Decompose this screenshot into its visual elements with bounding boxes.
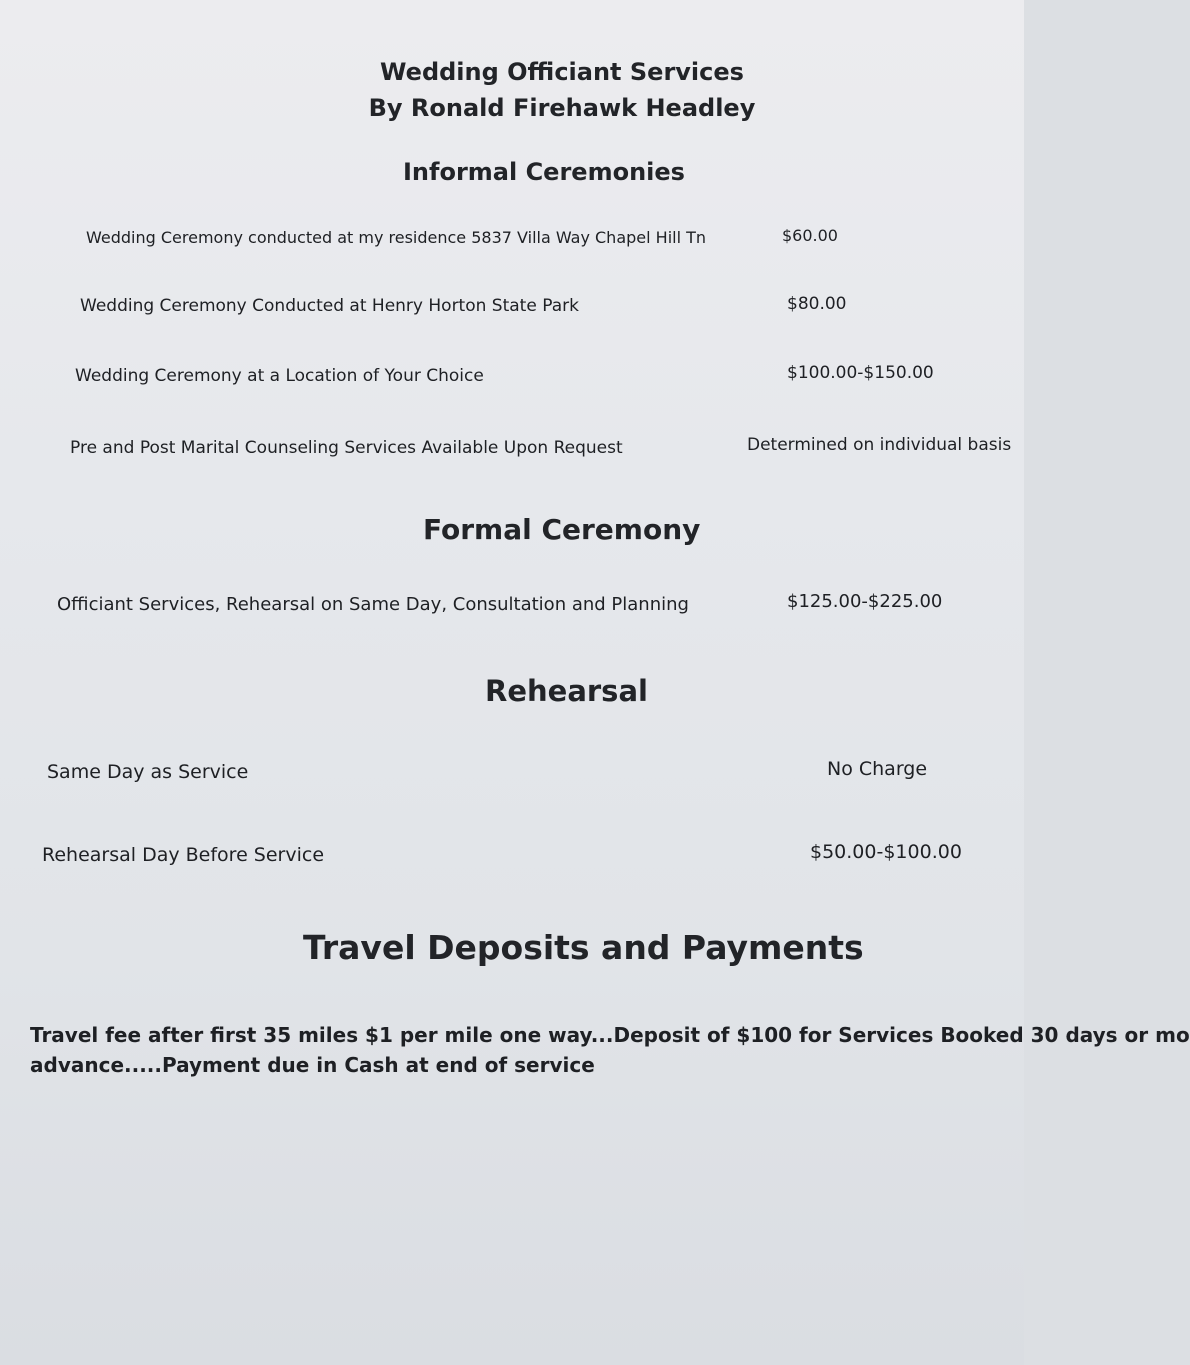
travel-policy-line: advance.....Payment due in Cash at end of service bbox=[30, 1053, 595, 1077]
service-item-label: Wedding Ceremony at a Location of Your Choice bbox=[75, 366, 484, 386]
service-item-price: No Charge bbox=[827, 758, 928, 780]
document-subtitle: By Ronald Firehawk Headley bbox=[368, 94, 756, 122]
section-heading-informal: Informal Ceremonies bbox=[403, 158, 685, 186]
service-item-price: $50.00-$100.00 bbox=[810, 841, 962, 863]
service-item-label: Pre and Post Marital Counseling Services Available Upon Request bbox=[70, 438, 623, 458]
section-heading-travel: Travel Deposits and Payments bbox=[303, 928, 864, 967]
section-heading-formal: Formal Ceremony bbox=[423, 513, 701, 546]
section-heading-rehearsal: Rehearsal bbox=[485, 674, 648, 708]
service-item-label: Officiant Services, Rehearsal on Same Day, Consultation and Planning bbox=[57, 594, 689, 615]
service-item-price: $60.00 bbox=[782, 226, 838, 245]
service-item-price: Determined on individual basis bbox=[747, 435, 1012, 455]
service-item-label: Same Day as Service bbox=[47, 761, 249, 783]
travel-policy-text bbox=[30, 1020, 1190, 1080]
service-item-price: $80.00 bbox=[787, 294, 847, 314]
service-item-price: $125.00-$225.00 bbox=[787, 591, 943, 612]
service-item-label: Wedding Ceremony Conducted at Henry Horton State Park bbox=[80, 296, 579, 316]
document-title: Wedding Officiant Services bbox=[380, 58, 744, 86]
service-item-label: Rehearsal Day Before Service bbox=[42, 844, 325, 866]
travel-policy-line: Travel fee after first 35 miles $1 per mile one way...Deposit of $100 for Services Booked 30 days or mo bbox=[30, 1023, 1190, 1047]
service-item-label: Wedding Ceremony conducted at my residence 5837 Villa Way Chapel Hill Tn bbox=[86, 228, 707, 247]
service-item-price: $100.00-$150.00 bbox=[787, 363, 934, 383]
